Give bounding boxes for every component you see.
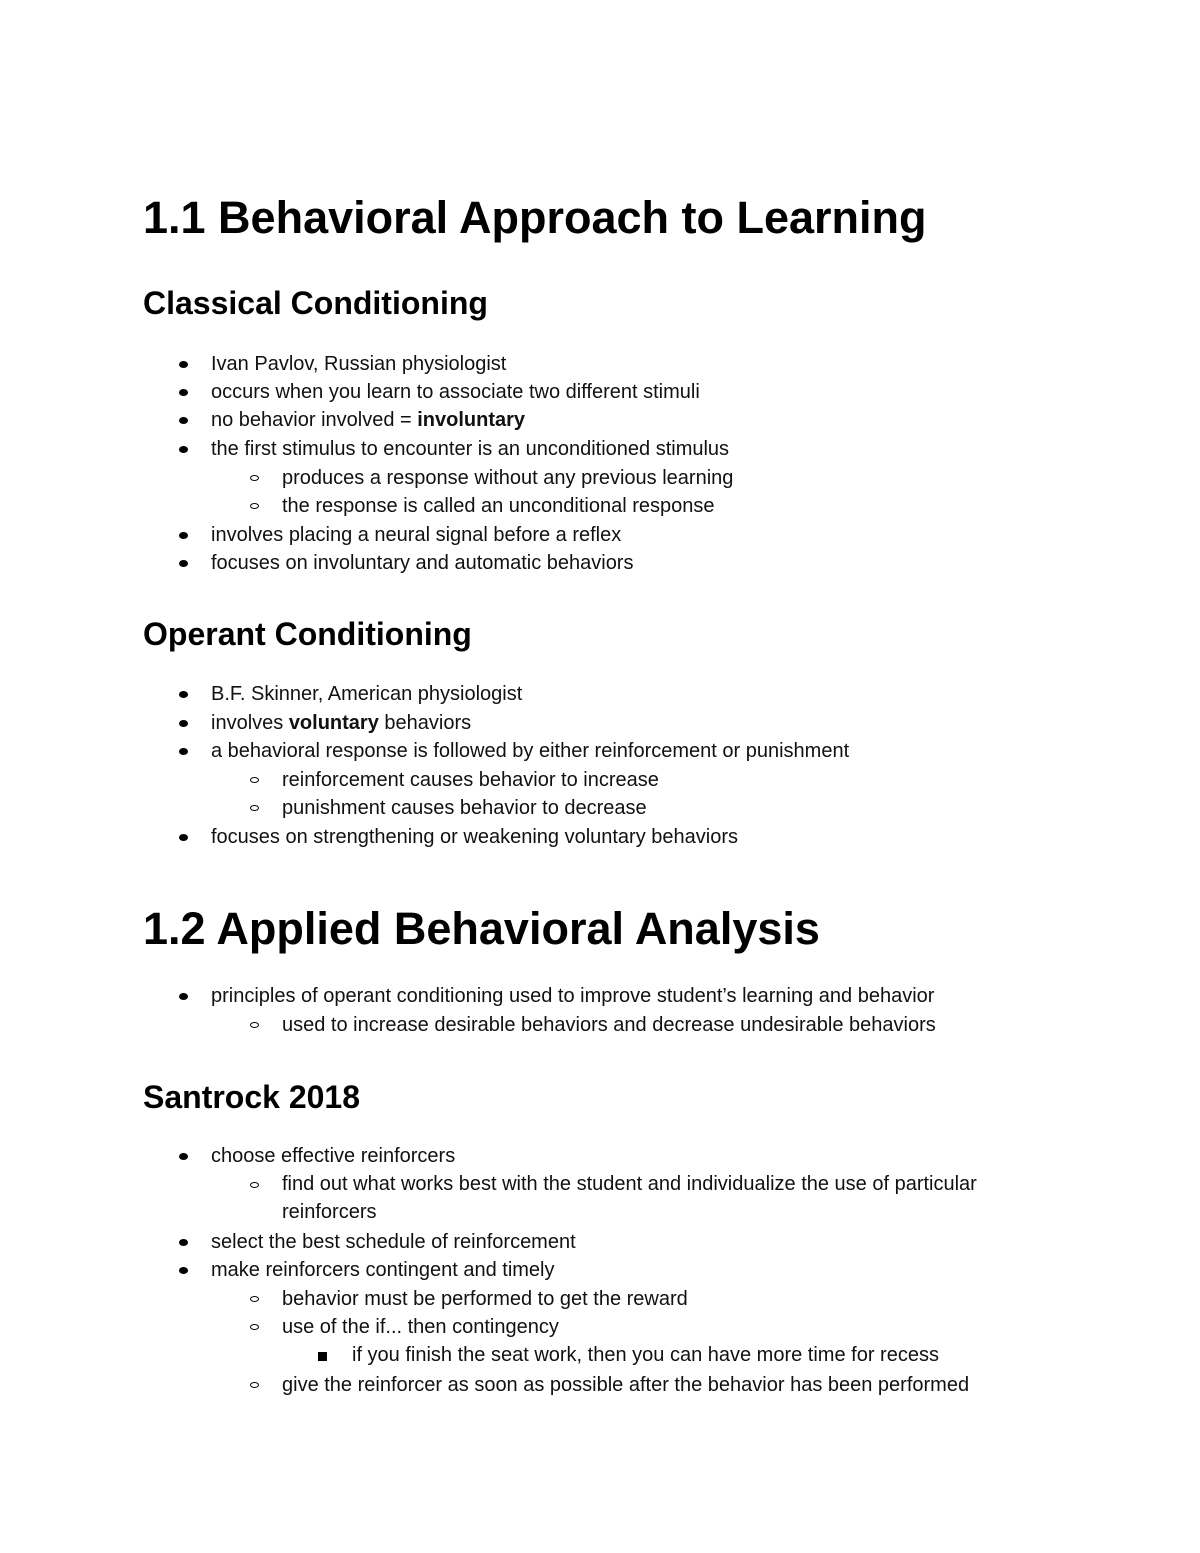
bullet-icon: [179, 446, 188, 453]
bullet-icon: [179, 361, 188, 368]
bullet-icon: [179, 560, 188, 567]
list-item: occurs when you learn to associate two different stimuli: [211, 381, 700, 403]
bullet-icon: [179, 993, 188, 1000]
sub-list-item: used to increase desirable behaviors and decrease undesirable behaviors: [282, 1014, 936, 1036]
bold-term: voluntary: [288, 712, 379, 734]
circle-bullet-icon: [250, 1382, 259, 1388]
list-item: [211, 709, 471, 737]
section-1-1-title: 1.1 Behavioral Approach to Learning: [143, 192, 927, 243]
circle-bullet-icon: [250, 1324, 259, 1330]
list-item: focuses on strengthening or weakening voluntary behaviors: [211, 826, 738, 848]
list-item-text: behaviors: [378, 712, 472, 734]
bullet-icon: [179, 1153, 188, 1160]
square-bullet-icon: [318, 1352, 327, 1361]
circle-bullet-icon: [250, 777, 259, 783]
circle-bullet-icon: [250, 1182, 259, 1188]
sub-list-item: punishment causes behavior to decrease: [282, 797, 647, 819]
section-1-2-title: 1.2 Applied Behavioral Analysis: [143, 903, 820, 954]
santrock-heading: Santrock 2018: [143, 1079, 361, 1115]
sub-list-item: the response is called an unconditional response: [282, 495, 715, 517]
circle-bullet-icon: [250, 1296, 259, 1302]
list-item: choose effective reinforcers: [211, 1145, 456, 1167]
sub-list-item: give the reinforcer as soon as possible after the behavior has been performed: [282, 1374, 970, 1396]
operant-conditioning-heading: Operant Conditioning: [143, 616, 472, 652]
sub-sub-list-item: if you finish the seat work, then you can have more time for recess: [352, 1344, 939, 1366]
list-item: focuses on involuntary and automatic behaviors: [211, 552, 634, 574]
sub-list-item: reinforcement causes behavior to increase: [282, 769, 659, 791]
list-item-text: no behavior involved =: [211, 409, 418, 431]
bullet-icon: [179, 1239, 188, 1246]
list-item: the first stimulus to encounter is an unconditioned stimulus: [211, 438, 730, 460]
bullet-icon: [179, 389, 188, 396]
sub-list-item: behavior must be performed to get the reward: [282, 1288, 688, 1310]
list-item: principles of operant conditioning used to improve student’s learning and behavior: [211, 985, 935, 1007]
bullet-icon: [179, 532, 188, 539]
bullet-icon: [179, 417, 188, 424]
circle-bullet-icon: [250, 503, 259, 509]
sub-list-item-continuation: reinforcers: [282, 1201, 377, 1223]
bullet-icon: [179, 748, 188, 755]
bullet-icon: [179, 1267, 188, 1274]
list-item: select the best schedule of reinforcement: [211, 1231, 576, 1253]
list-item: a behavioral response is followed by either reinforcement or punishment: [211, 740, 850, 762]
circle-bullet-icon: [250, 475, 259, 481]
list-item: make reinforcers contingent and timely: [211, 1259, 555, 1281]
circle-bullet-icon: [250, 805, 259, 811]
sub-list-item: find out what works best with the student and individualize the use of particular: [282, 1173, 977, 1195]
circle-bullet-icon: [250, 1022, 259, 1028]
sub-list-item: use of the if... then contingency: [282, 1316, 559, 1338]
list-item: B.F. Skinner, American physiologist: [211, 683, 523, 705]
sub-list-item: produces a response without any previous learning: [282, 467, 734, 489]
bullet-icon: [179, 691, 188, 698]
bold-term: involuntary: [417, 409, 526, 431]
classical-conditioning-heading: Classical Conditioning: [143, 285, 488, 321]
list-item: Ivan Pavlov, Russian physiologist: [211, 353, 507, 375]
list-item: [211, 406, 525, 434]
bullet-icon: [179, 834, 188, 841]
list-item: involves placing a neural signal before a reflex: [211, 524, 622, 546]
list-item-text: involves: [211, 712, 289, 734]
bullet-icon: [179, 720, 188, 727]
